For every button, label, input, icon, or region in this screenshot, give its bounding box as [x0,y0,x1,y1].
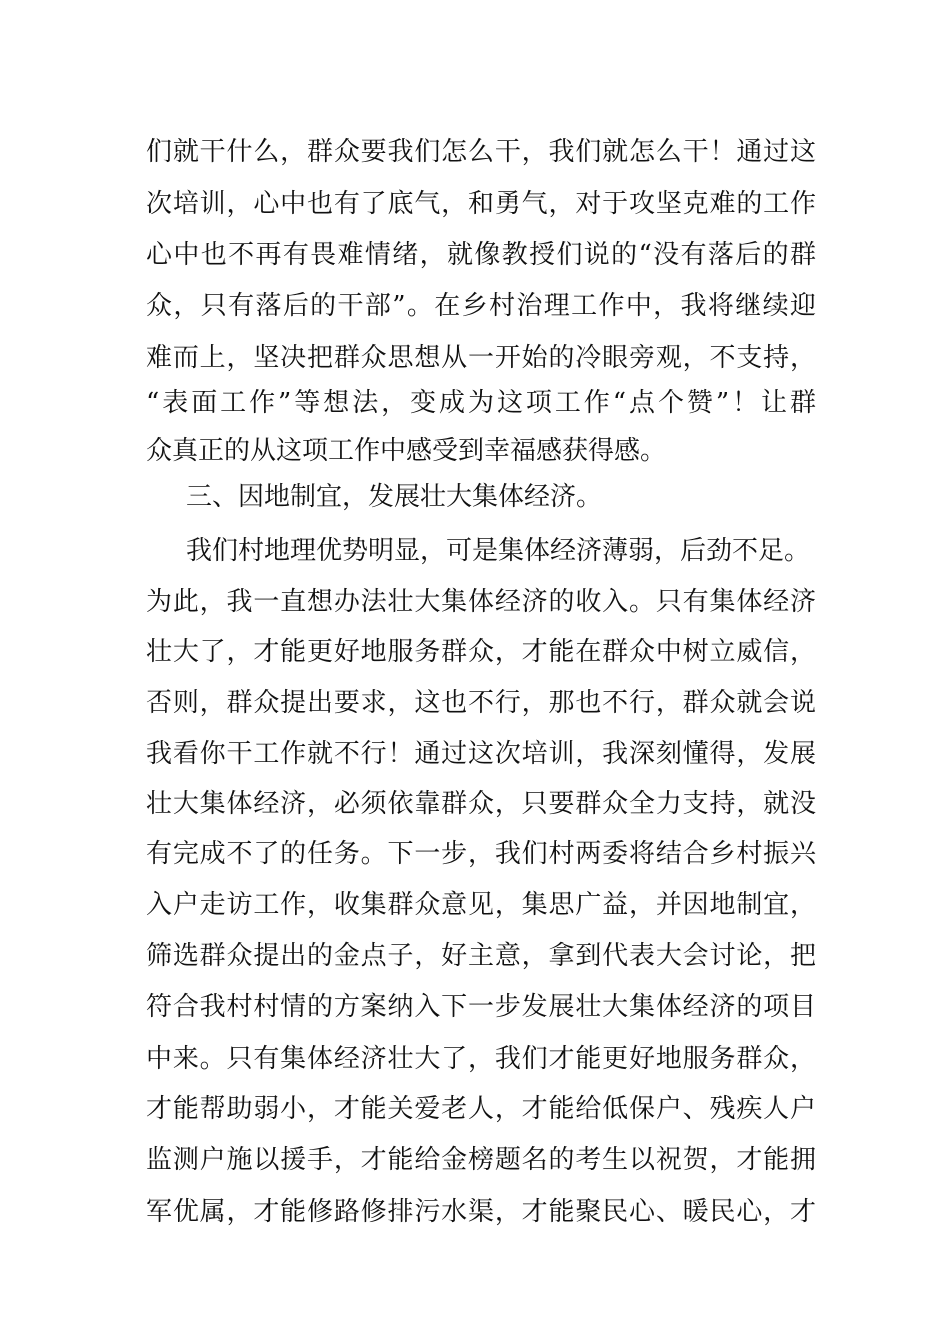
text-line: 们就干什么，群众要我们怎么干，我们就怎么干！通过这 [146,137,816,167]
text-line: 军优属，才能修路修排污水渠，才能聚民心、暖民心，才 [146,1197,816,1227]
text-line: 我看你干工作就不行！通过这次培训，我深刻懂得，发展 [146,739,816,769]
text-line: 我们村地理优势明显，可是集体经济薄弱，后劲不足。 [186,536,811,566]
text-line: 中来。只有集体经济壮大了，我们才能更好地服务群众， [146,1044,816,1074]
text-line: 监测户施以援手，才能给金榜题名的考生以祝贺，才能拥 [146,1145,816,1175]
section-heading: 三、因地制宜，发展壮大集体经济。 [186,482,603,512]
text-line: 有完成不了的任务。下一步，我们村两委将结合乡村振兴 [146,839,816,869]
text-line: 众真正的从这项工作中感受到幸福感获得感。 [146,436,667,466]
text-line: 壮大了，才能更好地服务群众，才能在群众中树立威信， [146,637,816,667]
text-line: “表面工作”等想法，变成为这项工作“点个赞”！让群 [146,388,816,418]
text-line: 难而上，坚决把群众思想从一开始的冷眼旁观，不支持， [146,343,816,373]
text-line: 为此，我一直想办法壮大集体经济的收入。只有集体经济 [146,587,816,617]
text-line: 入户走访工作，收集群众意见，集思广益，并因地制宜， [146,890,816,920]
text-line: 壮大集体经济，必须依靠群众，只要群众全力支持，就没 [146,789,816,819]
text-line: 心中也不再有畏难情绪，就像教授们说的“没有落后的群 [146,240,816,270]
text-line: 符合我村村情的方案纳入下一步发展壮大集体经济的项目 [146,992,816,1022]
text-line: 众，只有落后的干部”。在乡村治理工作中，我将继续迎 [146,291,816,321]
text-line: 次培训，心中也有了底气，和勇气，对于攻坚克难的工作 [146,189,816,219]
text-line: 筛选群众提出的金点子，好主意，拿到代表大会讨论，把 [146,941,816,971]
text-line: 否则，群众提出要求，这也不行，那也不行，群众就会说 [146,688,816,718]
text-line: 才能帮助弱小，才能关爱老人，才能给低保户、残疾人户 [146,1094,816,1124]
